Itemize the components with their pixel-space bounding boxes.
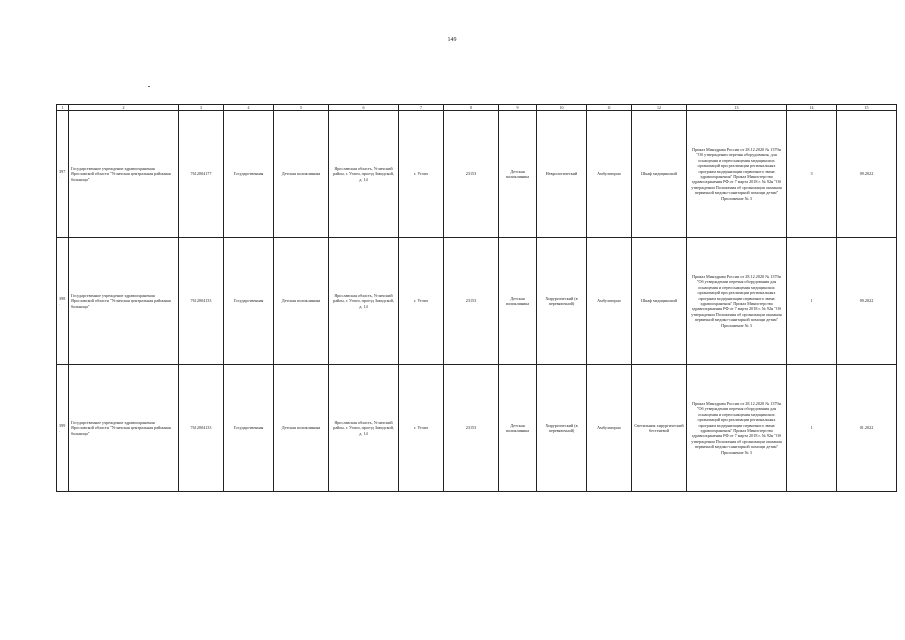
code-cell: 23153 <box>444 111 499 238</box>
delivery-date: 01.2022 <box>837 365 897 492</box>
column-number: 13 <box>687 105 787 111</box>
column-number: 8 <box>444 105 499 111</box>
equipment-name: Шкаф медицинский <box>632 238 687 365</box>
column-number: 12 <box>632 105 687 111</box>
legal-basis: Приказ Минздрава России от 28.12.2020 № 1379н "Об утверждении перечня оборудования, для оснащения и переоснащения медицинских организаций при реализации региональных программ модернизации первичного звена здравоохранения" Приказ Министерства здравоохранения РФ от 7 марта 2018 г. № 92н "Об утверждении Положения об организации оказания первичной медико-санитарной помощи детям" Приложение № 3 <box>687 111 787 238</box>
scan-artifact <box>148 86 150 87</box>
legal-basis: Приказ Минздрава России от 28.12.2020 № 1379н "Об утверждении перечня оборудования для оснащения и переоснащения медицинских организаций при реализации региональных программ модернизации первичного звена здравоохранения" Приказ Министерства здравоохранения РФ от 7 марта 2018 г. № 92н "Об утверждении Положения об организации оказания первичной медико-санитарной помощи детям" Приложение № 3 <box>687 238 787 365</box>
address-cell: Ярославская область, Угличский район, г. Углич, проезд Заводской, д. 14 <box>329 111 399 238</box>
settlement-cell: г. Углич <box>399 365 444 492</box>
ownership-form: Государственная <box>224 238 274 365</box>
table-row <box>57 365 897 492</box>
profile-cell: Хирургический (в перевязочной) <box>537 365 587 492</box>
row-number: 397. <box>57 111 69 238</box>
column-number: 6 <box>329 105 399 111</box>
organization-name: Государственное учреждение здравоохранения Ярославской области "Угличская центральная районная больница" <box>69 238 179 365</box>
column-number: 10 <box>537 105 587 111</box>
code-cell: 23153 <box>444 365 499 492</box>
equipment-name: Светильник хирургический бестеневой <box>632 365 687 492</box>
organization-name: Государственное учреждение здравоохранения Ярославской области "Угличская центральная районная больница" <box>69 111 179 238</box>
quantity-cell: 1 <box>787 238 837 365</box>
profile-cell: Хирургический (в перевязочной) <box>537 238 587 365</box>
inn-cell: 7612004177 <box>179 111 224 238</box>
quantity-cell: 3 <box>787 111 837 238</box>
care-conditions-cell: Амбулаторно <box>587 111 632 238</box>
organization-name: Государственное учреждение здравоохранения Ярославской области "Угличская центральная районная больница" <box>69 365 179 492</box>
table-row <box>57 238 897 365</box>
profile-cell: Неврологический <box>537 111 587 238</box>
address-cell: Ярославская область, Угличский район, г. Углич, проезд Заводской, д. 14 <box>329 365 399 492</box>
row-number: 398. <box>57 238 69 365</box>
unit-type: Детская поликлиника <box>274 365 329 492</box>
column-number: 11 <box>587 105 632 111</box>
column-number: 14 <box>787 105 837 111</box>
equipment-registry-table <box>56 104 897 492</box>
settlement-cell: г. Углич <box>399 111 444 238</box>
delivery-date: 09.2022 <box>837 111 897 238</box>
column-number: 1 <box>57 105 69 111</box>
delivery-date: 09.2022 <box>837 238 897 365</box>
ownership-form: Государственная <box>224 111 274 238</box>
column-number: 9 <box>499 105 537 111</box>
column-number: 3 <box>179 105 224 111</box>
settlement-cell: г. Углич <box>399 238 444 365</box>
ownership-form: Государственная <box>224 365 274 492</box>
inn-cell: 7612004133 <box>179 238 224 365</box>
legal-basis: Приказ Минздрава России от 28.12.2020 № 1379н "Об утверждении перечня оборудования для оснащения и переоснащения медицинских организаций при реализации региональных программ модернизации первичного звена здравоохранения" Приказ Министерства здравоохранения РФ от 7 марта 2018 г. № 92н "Об утверждении Положения об организации оказания первичной медико-санитарной помощи детям" Приложение № 3 <box>687 365 787 492</box>
address-cell: Ярославская область, Угличский район, г. Углич, проезд Заводской, д. 14 <box>329 238 399 365</box>
column-number: 4 <box>224 105 274 111</box>
department-cell: Детская поликлиника <box>499 111 537 238</box>
table-row <box>57 111 897 238</box>
unit-type: Детская поликлиника <box>274 238 329 365</box>
column-number: 15 <box>837 105 897 111</box>
column-number: 7 <box>399 105 444 111</box>
inn-cell: 7612004133 <box>179 365 224 492</box>
page-number: 149 <box>447 37 457 43</box>
department-cell: Детская поликлиника <box>499 238 537 365</box>
department-cell: Детская поликлиника <box>499 365 537 492</box>
column-number: 2 <box>69 105 179 111</box>
equipment-name: Шкаф медицинский <box>632 111 687 238</box>
row-number: 399. <box>57 365 69 492</box>
unit-type: Детская поликлиника <box>274 111 329 238</box>
care-conditions-cell: Амбулаторно <box>587 238 632 365</box>
column-number: 5 <box>274 105 329 111</box>
quantity-cell: 1 <box>787 365 837 492</box>
care-conditions-cell: Амбулаторно <box>587 365 632 492</box>
code-cell: 23153 <box>444 238 499 365</box>
